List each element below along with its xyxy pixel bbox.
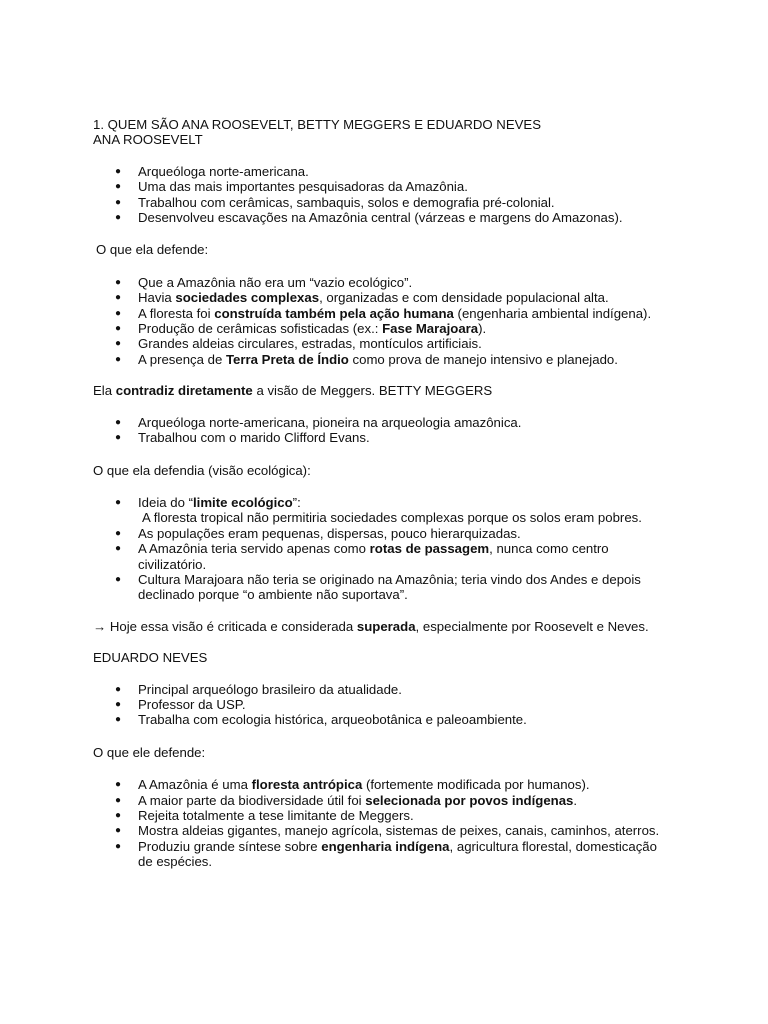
list-item: ● Rejeita totalmente a tese limitante de Meggers. xyxy=(93,808,673,823)
list-item: ● Trabalha com ecologia histórica, arqueobotânica e paleoambiente. xyxy=(93,712,673,727)
betty-defends-title: O que ela defendia (visão ecológica): xyxy=(93,462,311,478)
list-item: ● Cultura Marajoara não teria se originado na Amazônia; teria vindo dos Andes e depois declinado porque “o ambiente não suportava”. xyxy=(93,572,673,603)
list-item: ● Professor da USP. xyxy=(93,697,673,712)
ana-defends-list xyxy=(93,275,673,367)
eduardo-facts-list xyxy=(93,682,673,728)
ana-facts-list xyxy=(93,164,673,226)
list-item: ● Desenvolveu escavações na Amazônia central (várzeas e margens do Amazonas). xyxy=(93,210,673,225)
list-item: ● Principal arqueólogo brasileiro da atualidade. xyxy=(93,682,673,697)
eduardo-defends-title: O que ele defende: xyxy=(93,744,206,760)
section-title-eduardo: EDUARDO NEVES xyxy=(93,650,208,666)
list-item: ● Trabalhou com o marido Clifford Evans. xyxy=(93,430,673,445)
list-item: ● Uma das mais importantes pesquisadoras da Amazônia. xyxy=(93,179,673,194)
list-item: ● A floresta foi construída também pela ação humana (engenharia ambiental indígena). xyxy=(93,306,673,321)
list-item: ● Arqueóloga norte-americana. xyxy=(93,164,673,179)
list-item: ● A maior parte da biodiversidade útil foi selecionada por povos indígenas. xyxy=(93,793,673,808)
section-title-ana: ANA ROOSEVELT xyxy=(93,132,203,148)
document-page xyxy=(93,117,673,870)
list-item: ● A presença de Terra Preta de Índio como prova de manejo intensivo e planejado. xyxy=(93,352,673,367)
list-item: ● Ideia do “limite ecológico”: A floresta tropical não permitiria sociedades complexas porque os solos eram pobres. xyxy=(93,495,673,526)
list-item: ● As populações eram pequenas, dispersas, pouco hierarquizadas. xyxy=(93,526,673,541)
list-item: ● Produziu grande síntese sobre engenharia indígena, agricultura florestal, domesticação de espécies. xyxy=(93,839,673,870)
idea-subtext: A floresta tropical não permitiria sociedades complexas porque os solos eram pobres. xyxy=(142,510,642,526)
list-item: ● A Amazônia teria servido apenas como rotas de passagem, nunca como centro civilizatório. xyxy=(93,541,673,572)
eduardo-defends-list xyxy=(93,777,673,869)
main-heading: 1. QUEM SÃO ANA ROOSEVELT, BETTY MEGGERS E EDUARDO NEVES xyxy=(93,117,541,132)
list-item: ● Trabalhou com cerâmicas, sambaquis, solos e demografia pré-colonial. xyxy=(93,195,673,210)
ana-defends-title: O que ela defende: xyxy=(96,242,209,258)
betty-facts-list xyxy=(93,415,673,446)
list-item: ● A Amazônia é uma floresta antrópica (fortemente modificada por humanos). xyxy=(93,777,673,792)
list-item: ● Arqueóloga norte-americana, pioneira na arqueologia amazônica. xyxy=(93,415,673,430)
list-item: ● Que a Amazônia não era um “vazio ecológico”. xyxy=(93,275,673,290)
list-item: ● Havia sociedades complexas, organizadas e com densidade populacional alta. xyxy=(93,290,673,305)
contradiction-paragraph: Ela contradiz diretamente a visão de Meggers. BETTY MEGGERS xyxy=(93,383,493,399)
list-item: ● Grandes aldeias circulares, estradas, montículos artificiais. xyxy=(93,336,673,351)
critique-paragraph: → Hoje essa visão é criticada e considerada superada, especialmente por Roosevelt e Neves. xyxy=(93,618,649,634)
list-item: ● Produção de cerâmicas sofisticadas (ex.: Fase Marajoara). xyxy=(93,321,673,336)
betty-defends-list xyxy=(93,495,673,603)
list-item: ● Mostra aldeias gigantes, manejo agrícola, sistemas de peixes, canais, caminhos, aterros. xyxy=(93,823,673,838)
